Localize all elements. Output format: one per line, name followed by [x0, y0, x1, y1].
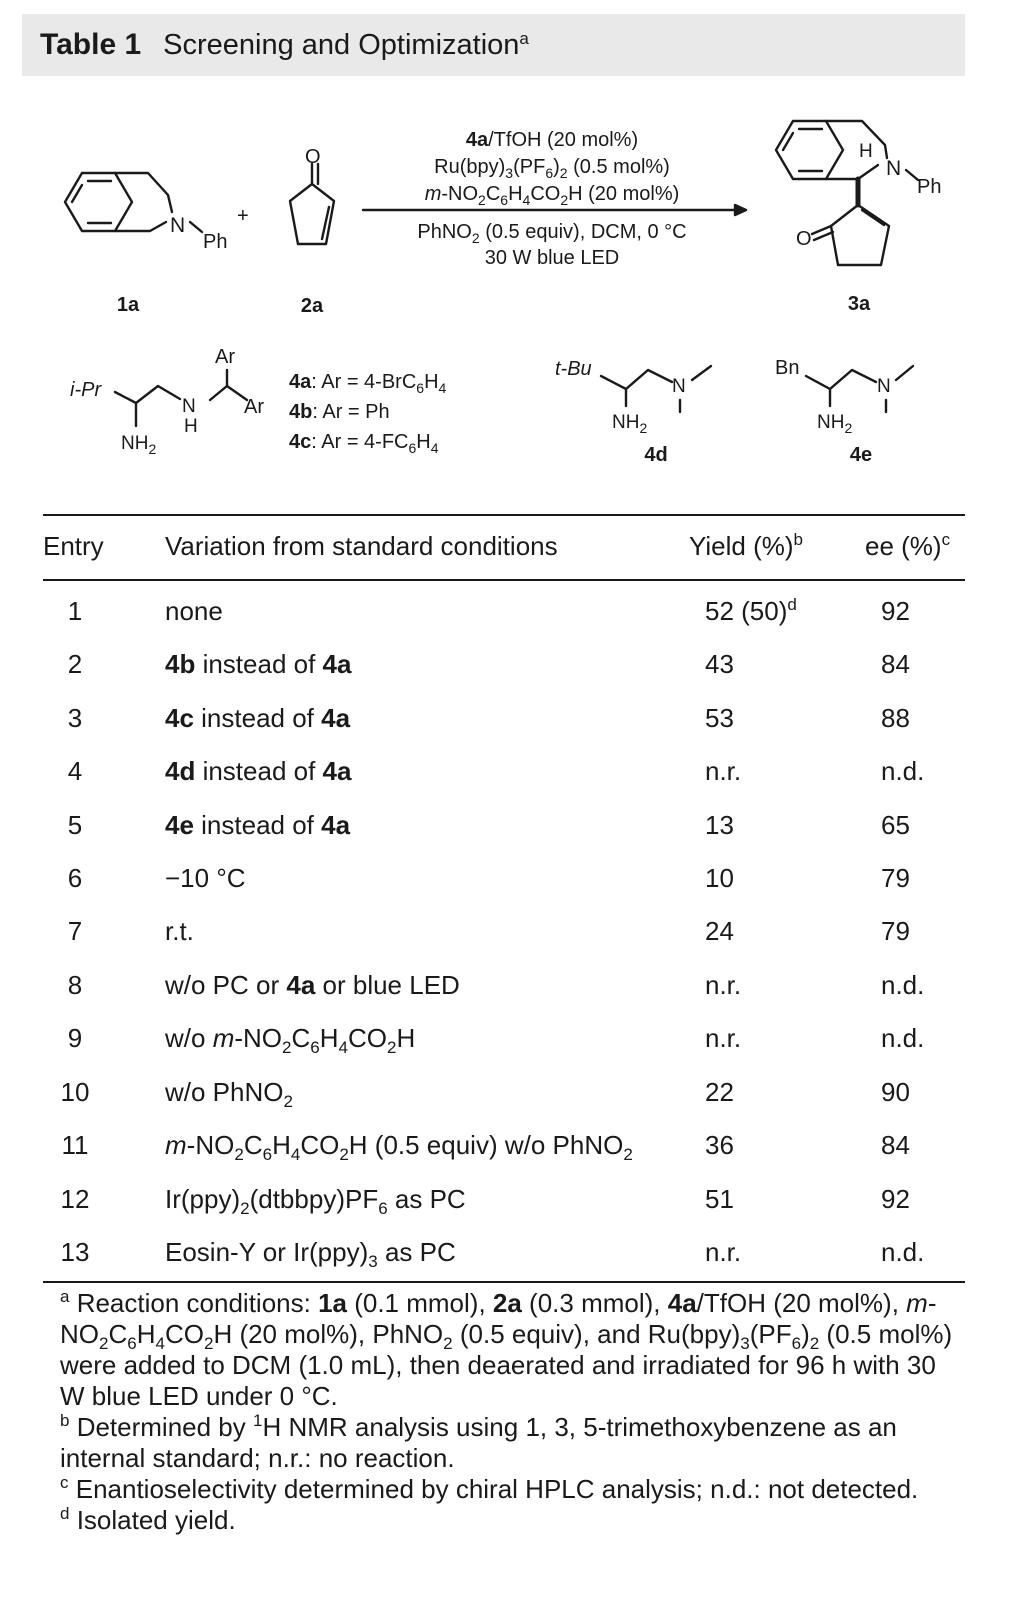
compound-label-3a: 3a	[847, 293, 871, 315]
aryl-label-right: Ar	[244, 396, 264, 418]
col-header-yield: Yield (%)$^b$	[689, 530, 803, 561]
col-header-entry: Entry	[43, 531, 104, 561]
catalyst-4a-def: 4a: $Ar = 4-BrC_6H_4$	[289, 371, 447, 396]
1a-phenyl-label: Ph	[203, 231, 228, 253]
entry-cell: 6	[67, 863, 83, 893]
entry-cell: 1	[67, 596, 83, 626]
3a-oxygen-label: O	[796, 228, 812, 250]
ee-cell: 84	[881, 649, 910, 679]
ee-cell: 79	[881, 916, 910, 946]
structure-2a	[290, 164, 334, 244]
yield-cell: n.r.	[705, 756, 742, 786]
variation-cell: w/o PC or 4a or blue LED	[165, 970, 460, 1000]
isopropyl-label: i-Pr	[70, 379, 102, 401]
4e-nitrogen-label: N	[877, 376, 891, 397]
entry-cell: 5	[67, 810, 83, 840]
compound-label-2a: 2a	[300, 295, 324, 317]
4e-amine-label: $NH_2$	[817, 412, 853, 436]
compound-label-1a: 1a	[116, 294, 140, 316]
catalyst-nitrogen-label: N	[182, 396, 196, 417]
2a-oxygen-label: O	[305, 146, 321, 168]
1a-nitrogen-label: N	[170, 214, 186, 237]
variation-cell: $m-NO_2C_6H_4CO_2H$ (0.5 equiv) w/o PhNO$_2$	[165, 1130, 633, 1164]
ee-cell: n.d.	[881, 1237, 925, 1267]
compound-label-4d: 4d	[644, 444, 668, 466]
plus-sign: +	[237, 205, 249, 227]
variation-cell: 4e instead of 4a	[165, 810, 351, 840]
catalyst-4b-def: 4b: Ar = Ph	[289, 401, 390, 423]
benzyl-label: Bn	[775, 357, 800, 379]
table-label: Table 1	[40, 28, 142, 61]
entry-cell: 8	[67, 970, 83, 1000]
entry-cell: 9	[67, 1023, 83, 1053]
yield-cell: 22	[705, 1077, 734, 1107]
variation-cell: w/o $m-NO_2C_6H_4CO_2H$	[165, 1023, 416, 1057]
col-header-variation: Variation from standard conditions	[165, 531, 558, 561]
yield-cell: 43	[705, 649, 734, 679]
3a-hydrogen-label: H	[859, 141, 873, 162]
entry-cell: 2	[67, 649, 83, 679]
table-title-text: Screening and Optimization	[163, 28, 520, 61]
header-bottom-rule	[43, 579, 965, 581]
footnote-d: $^d$ Isolated yield.	[60, 1504, 236, 1535]
aryl-label-top: Ar	[215, 346, 235, 368]
yield-cell: 13	[705, 810, 734, 840]
reagent-line-1: 4a/TfOH (20 mol%)	[465, 129, 639, 151]
yield-cell: 52 $(50)^d$	[705, 595, 797, 626]
catalyst-hydrogen-label: H	[184, 416, 198, 437]
reaction-scheme	[0, 90, 1018, 480]
tert-butyl-label: t-Bu	[555, 358, 592, 380]
4d-amine-label: $NH_2$	[612, 412, 648, 436]
entry-cell: 7	[67, 916, 83, 946]
variation-cell: w/o PhNO$_2$	[165, 1077, 293, 1111]
3a-nitrogen-label: N	[886, 157, 902, 180]
col-header-ee: ee (%)$^c$	[865, 530, 951, 561]
footnote-b: $^b$ Determined by $^1$H NMR analysis using 1, 3, 5-trimethoxybenzene as an internal standard; n.r.: no reaction.	[60, 1411, 897, 1473]
entry-cell: 12	[60, 1184, 90, 1214]
catalyst-4c-def: 4c: $Ar = 4-FC_6H_4$	[289, 431, 439, 456]
variation-cell: r.t.	[165, 916, 194, 946]
ee-cell: n.d.	[881, 970, 925, 1000]
ee-cell: n.d.	[881, 756, 925, 786]
yield-cell: n.r.	[705, 1237, 742, 1267]
yield-cell: n.r.	[705, 1023, 742, 1053]
ee-cell: 90	[881, 1077, 910, 1107]
structure-4d	[601, 366, 711, 412]
reagent-line-4: PhNO$_2$ (0.5 equiv), DCM, 0 °C	[417, 221, 687, 246]
yield-cell: 53	[705, 703, 734, 733]
compound-label-4e: 4e	[849, 444, 873, 466]
variation-cell: none	[165, 596, 223, 626]
4d-nitrogen-label: N	[672, 376, 686, 397]
table-title-bar	[22, 14, 965, 76]
variation-cell: 4d instead of 4a	[165, 756, 352, 786]
title-footnote-mark: a	[519, 28, 529, 48]
reagent-line-2: $Ru(bpy)_3(PF_6)_2$ (0.5 mol%)	[434, 156, 670, 181]
yield-cell: 51	[705, 1184, 734, 1214]
entry-cell: 11	[61, 1130, 89, 1160]
yield-cell: n.r.	[705, 970, 742, 1000]
footnote-a: $^a$ Reaction conditions: 1a (0.1 mmol), 2a (0.3 mmol), 4a/TfOH (20 mol%), $m-NO_2C_6H_4CO_2H$ (20 mol%), PhNO$_2$ (0.5 equiv), and $Ru(bpy)_3(PF_6)_2$ (0.5 mol%) were added to DCM (1.0 mL), then deaerated and irradiated for 96 h with 30 W blue LED under 0 °C.	[60, 1287, 953, 1411]
ee-cell: 92	[881, 596, 910, 626]
entry-cell: 13	[60, 1237, 90, 1267]
footnote-c: $^c$ Enantioselectivity determined by chiral HPLC analysis; n.d.: not detected.	[60, 1473, 919, 1504]
variation-cell: $Ir(ppy)_2(dtbbpy)PF_6$ as PC	[165, 1184, 466, 1218]
variation-cell: Eosin-Y or $Ir(ppy)_3$ as PC	[165, 1237, 456, 1271]
table-bottom-rule	[43, 1281, 965, 1283]
3a-phenyl-label: Ph	[917, 176, 942, 198]
entry-cell: 4	[67, 756, 83, 786]
table-top-rule	[43, 514, 965, 516]
structure-4e	[806, 366, 913, 412]
yield-cell: 36	[705, 1130, 734, 1160]
ee-cell: 92	[881, 1184, 910, 1214]
structure-4a-4c	[115, 370, 247, 426]
ee-cell: 88	[881, 703, 910, 733]
ee-cell: 79	[881, 863, 910, 893]
entry-cell: 10	[60, 1077, 90, 1107]
yield-cell: 10	[705, 863, 734, 893]
yield-cell: 24	[705, 916, 734, 946]
reagent-line-5: 30 W blue LED	[484, 247, 620, 269]
variation-cell: 4c instead of 4a	[165, 703, 351, 733]
catalyst-amine-label: $NH_2$	[121, 433, 157, 457]
entry-cell: 3	[67, 703, 83, 733]
table-title	[163, 29, 529, 62]
reagent-line-3: $m-NO_2C_6H_4CO_2H$ (20 mol%)	[424, 183, 680, 208]
ee-cell: 84	[881, 1130, 910, 1160]
variation-cell: −10 °C	[165, 863, 246, 893]
ee-cell: n.d.	[881, 1023, 925, 1053]
variation-cell: 4b instead of 4a	[165, 649, 352, 679]
table-footnotes	[60, 1288, 960, 1536]
ee-cell: 65	[881, 810, 910, 840]
